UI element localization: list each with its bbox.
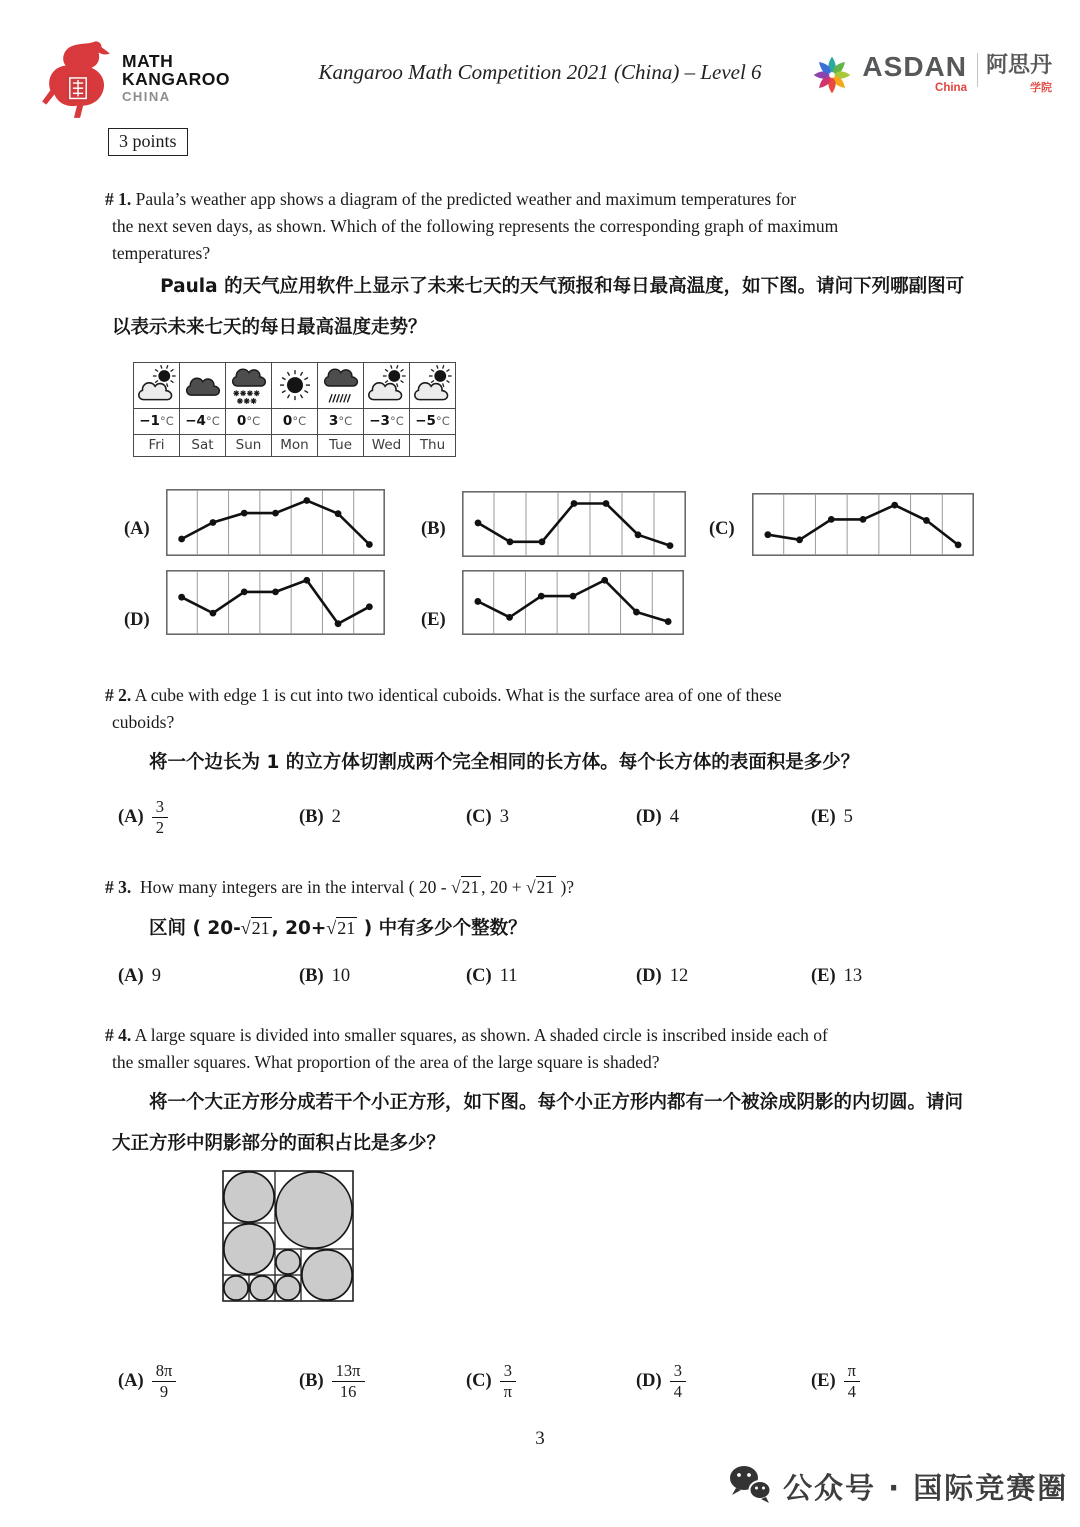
wechat-footer	[727, 1463, 1068, 1510]
weather-day-col	[364, 363, 410, 456]
cloud-icon	[180, 363, 225, 409]
option-d	[636, 954, 688, 998]
option-a	[118, 1350, 176, 1412]
weather-day-col	[410, 363, 455, 456]
sqrt-radical: √ 21	[241, 917, 272, 938]
option-value: 2	[331, 806, 341, 827]
q3-text-en	[105, 874, 1005, 901]
page-number: 3	[535, 1428, 545, 1449]
graph-option-c	[752, 493, 974, 561]
rain-cloud-icon	[318, 363, 363, 409]
option-value: 4	[669, 806, 679, 827]
graph-option-a	[166, 489, 385, 561]
q2-text-en: # 2. A cube with edge 1 is cut into two identical cuboids. What is the surface area of one of these cuboids?	[105, 685, 782, 732]
option-value: 11	[499, 965, 518, 986]
option-label: (D)	[636, 965, 662, 986]
option-label: (E)	[811, 965, 836, 986]
option-e	[811, 1350, 860, 1412]
option-a	[118, 954, 161, 998]
q1-text-cn: Paula 的天气应用软件上显示了未来七天的天气预报和每日最高温度，如下图。请问下列哪副图可 以表示未来七天的每日最高温度走势？	[112, 276, 965, 338]
option-value: 12	[669, 965, 689, 986]
asdan-cn-sub: 学院	[1030, 81, 1052, 94]
weather-day-label: Wed	[371, 437, 402, 453]
weather-day-label: Fri	[148, 437, 165, 453]
weather-temp: −1°C	[134, 409, 179, 435]
sqrt-radical: √ 21	[451, 876, 481, 897]
q2-text-cn: 将一个边长为 1 的立方体切割成两个完全相同的长方体。每个长方体的表面积是多少？	[149, 752, 860, 773]
weather-temp: 0°C	[272, 409, 317, 435]
q1-number: # 1.	[105, 189, 132, 209]
option-fraction: $\frac{8\pi}{9}$	[152, 1361, 177, 1402]
option-c	[466, 788, 509, 846]
q2-options	[0, 788, 1080, 846]
q4-number: # 4.	[105, 1025, 132, 1045]
points-box: 3 points	[108, 128, 188, 156]
option-c	[466, 954, 518, 998]
asdan-pinwheel-icon	[810, 53, 854, 102]
asdan-china-label: China	[935, 82, 967, 94]
weather-temp: 0°C	[226, 409, 271, 435]
graph-b-label: (B)	[421, 519, 446, 539]
option-value: 3	[499, 806, 509, 827]
option-label: (C)	[466, 965, 492, 986]
weather-table	[133, 362, 456, 457]
option-value: 10	[331, 965, 351, 986]
option-value: 13	[843, 965, 863, 986]
option-fraction: $\frac{3}{4}$	[670, 1361, 686, 1402]
option-a	[118, 788, 168, 846]
weather-day-label: Mon	[280, 437, 309, 453]
weather-day-label: Thu	[419, 437, 446, 453]
option-d	[636, 788, 679, 846]
q1-text-en: # 1. Paula’s weather app shows a diagram of the predicted weather and maximum temperatures for the next seven days, as shown. Which of the following represents the corresponding graph of maximum temperatures?	[105, 189, 839, 263]
weather-day-col	[318, 363, 364, 456]
wechat-icon	[727, 1463, 773, 1510]
sun-behind-cloud-icon	[410, 363, 455, 409]
graph-c-label: (C)	[709, 519, 735, 539]
option-value: 5	[843, 806, 853, 827]
option-label: (B)	[299, 1370, 324, 1391]
option-b	[299, 788, 341, 846]
q4-figure	[222, 1170, 354, 1307]
q4-text-en: # 4. A large square is divided into smaller squares, as shown. A shaded circle is inscribed inside each of the smaller squares. What proportion of the area of the large square is shaded?	[105, 1025, 828, 1072]
option-e	[811, 788, 853, 846]
option-label: (B)	[299, 806, 324, 827]
option-fraction: $\frac{3}{\pi}$	[500, 1361, 516, 1402]
asdan-divider	[977, 53, 978, 87]
mk-line1: MATH	[122, 51, 174, 71]
weather-day-col	[134, 363, 180, 456]
graph-a-label: (A)	[124, 519, 150, 539]
mk-line2: KANGAROO	[122, 69, 231, 89]
q4-text-cn: 将一个大正方形分成若干个小正方形，如下图。每个小正方形内都有一个被涂成阴影的内切圆。请问 大正方形中阴影部分的面积占比是多少？	[112, 1092, 964, 1154]
weather-day-col	[272, 363, 318, 456]
option-d	[636, 1350, 686, 1412]
sqrt-radical: √ 21	[326, 917, 357, 938]
sun-icon	[272, 363, 317, 409]
option-fraction: $\frac{13\pi}{16}$	[332, 1361, 365, 1402]
option-label: (E)	[811, 1370, 836, 1391]
q3-question-en: How many integers are in the interval	[140, 877, 405, 897]
q3-formula-en: ( 20 - √ 21 , 20 + √ 21 )?	[409, 876, 574, 897]
wechat-account-text: 公众号 · 国际竞赛圈	[783, 1471, 1069, 1505]
q3-options	[0, 954, 1080, 998]
option-fraction: $\frac{3}{2}$	[152, 797, 168, 838]
q3-number: # 3.	[105, 877, 132, 897]
asdan-logo	[810, 53, 1052, 102]
weather-day-label: Sun	[235, 437, 262, 453]
option-e	[811, 954, 862, 998]
asdan-wordmark: ASDAN	[862, 51, 967, 82]
option-c	[466, 1350, 516, 1412]
option-label: (C)	[466, 806, 492, 827]
option-label: (A)	[118, 806, 144, 827]
sqrt-radical: √ 21	[526, 876, 556, 897]
option-b	[299, 1350, 365, 1412]
graph-option-b	[462, 491, 686, 562]
weather-temp: −3°C	[364, 409, 409, 435]
q4-options	[0, 1350, 1080, 1412]
snow-cloud-icon	[226, 363, 271, 409]
weather-temp: −5°C	[410, 409, 455, 435]
sun-behind-cloud-icon	[364, 363, 409, 409]
mk-line3: CHINA	[122, 89, 171, 104]
weather-temp: 3°C	[318, 409, 363, 435]
option-label: (E)	[811, 806, 836, 827]
weather-temp: −4°C	[180, 409, 225, 435]
q3-text-cn: 区间 ( 20- √ 21 , 20+ √ 21 ) 中有多少个整数？	[112, 908, 992, 949]
option-value: 9	[151, 965, 161, 986]
option-label: (A)	[118, 1370, 144, 1391]
weather-day-label: Tue	[328, 437, 353, 453]
option-fraction: $\frac{\pi}{4}$	[844, 1361, 860, 1402]
graph-option-e	[462, 570, 684, 640]
graph-option-d	[166, 570, 385, 640]
graph-e-label: (E)	[421, 610, 446, 630]
weather-day-col	[226, 363, 272, 456]
option-label: (D)	[636, 806, 662, 827]
weather-day-col	[180, 363, 226, 456]
option-label: (A)	[118, 965, 144, 986]
asdan-cn-wordmark: 阿思丹	[985, 53, 1052, 78]
page-title: Kangaroo Math Competition 2021 (China) – Level 6	[318, 60, 762, 84]
weather-day-label: Sat	[191, 437, 214, 453]
graph-d-label: (D)	[124, 610, 150, 630]
q2-number: # 2.	[105, 685, 132, 705]
option-label: (D)	[636, 1370, 662, 1391]
option-label: (B)	[299, 965, 324, 986]
sun-behind-cloud-icon	[134, 363, 179, 409]
option-label: (C)	[466, 1370, 492, 1391]
option-b	[299, 954, 350, 998]
